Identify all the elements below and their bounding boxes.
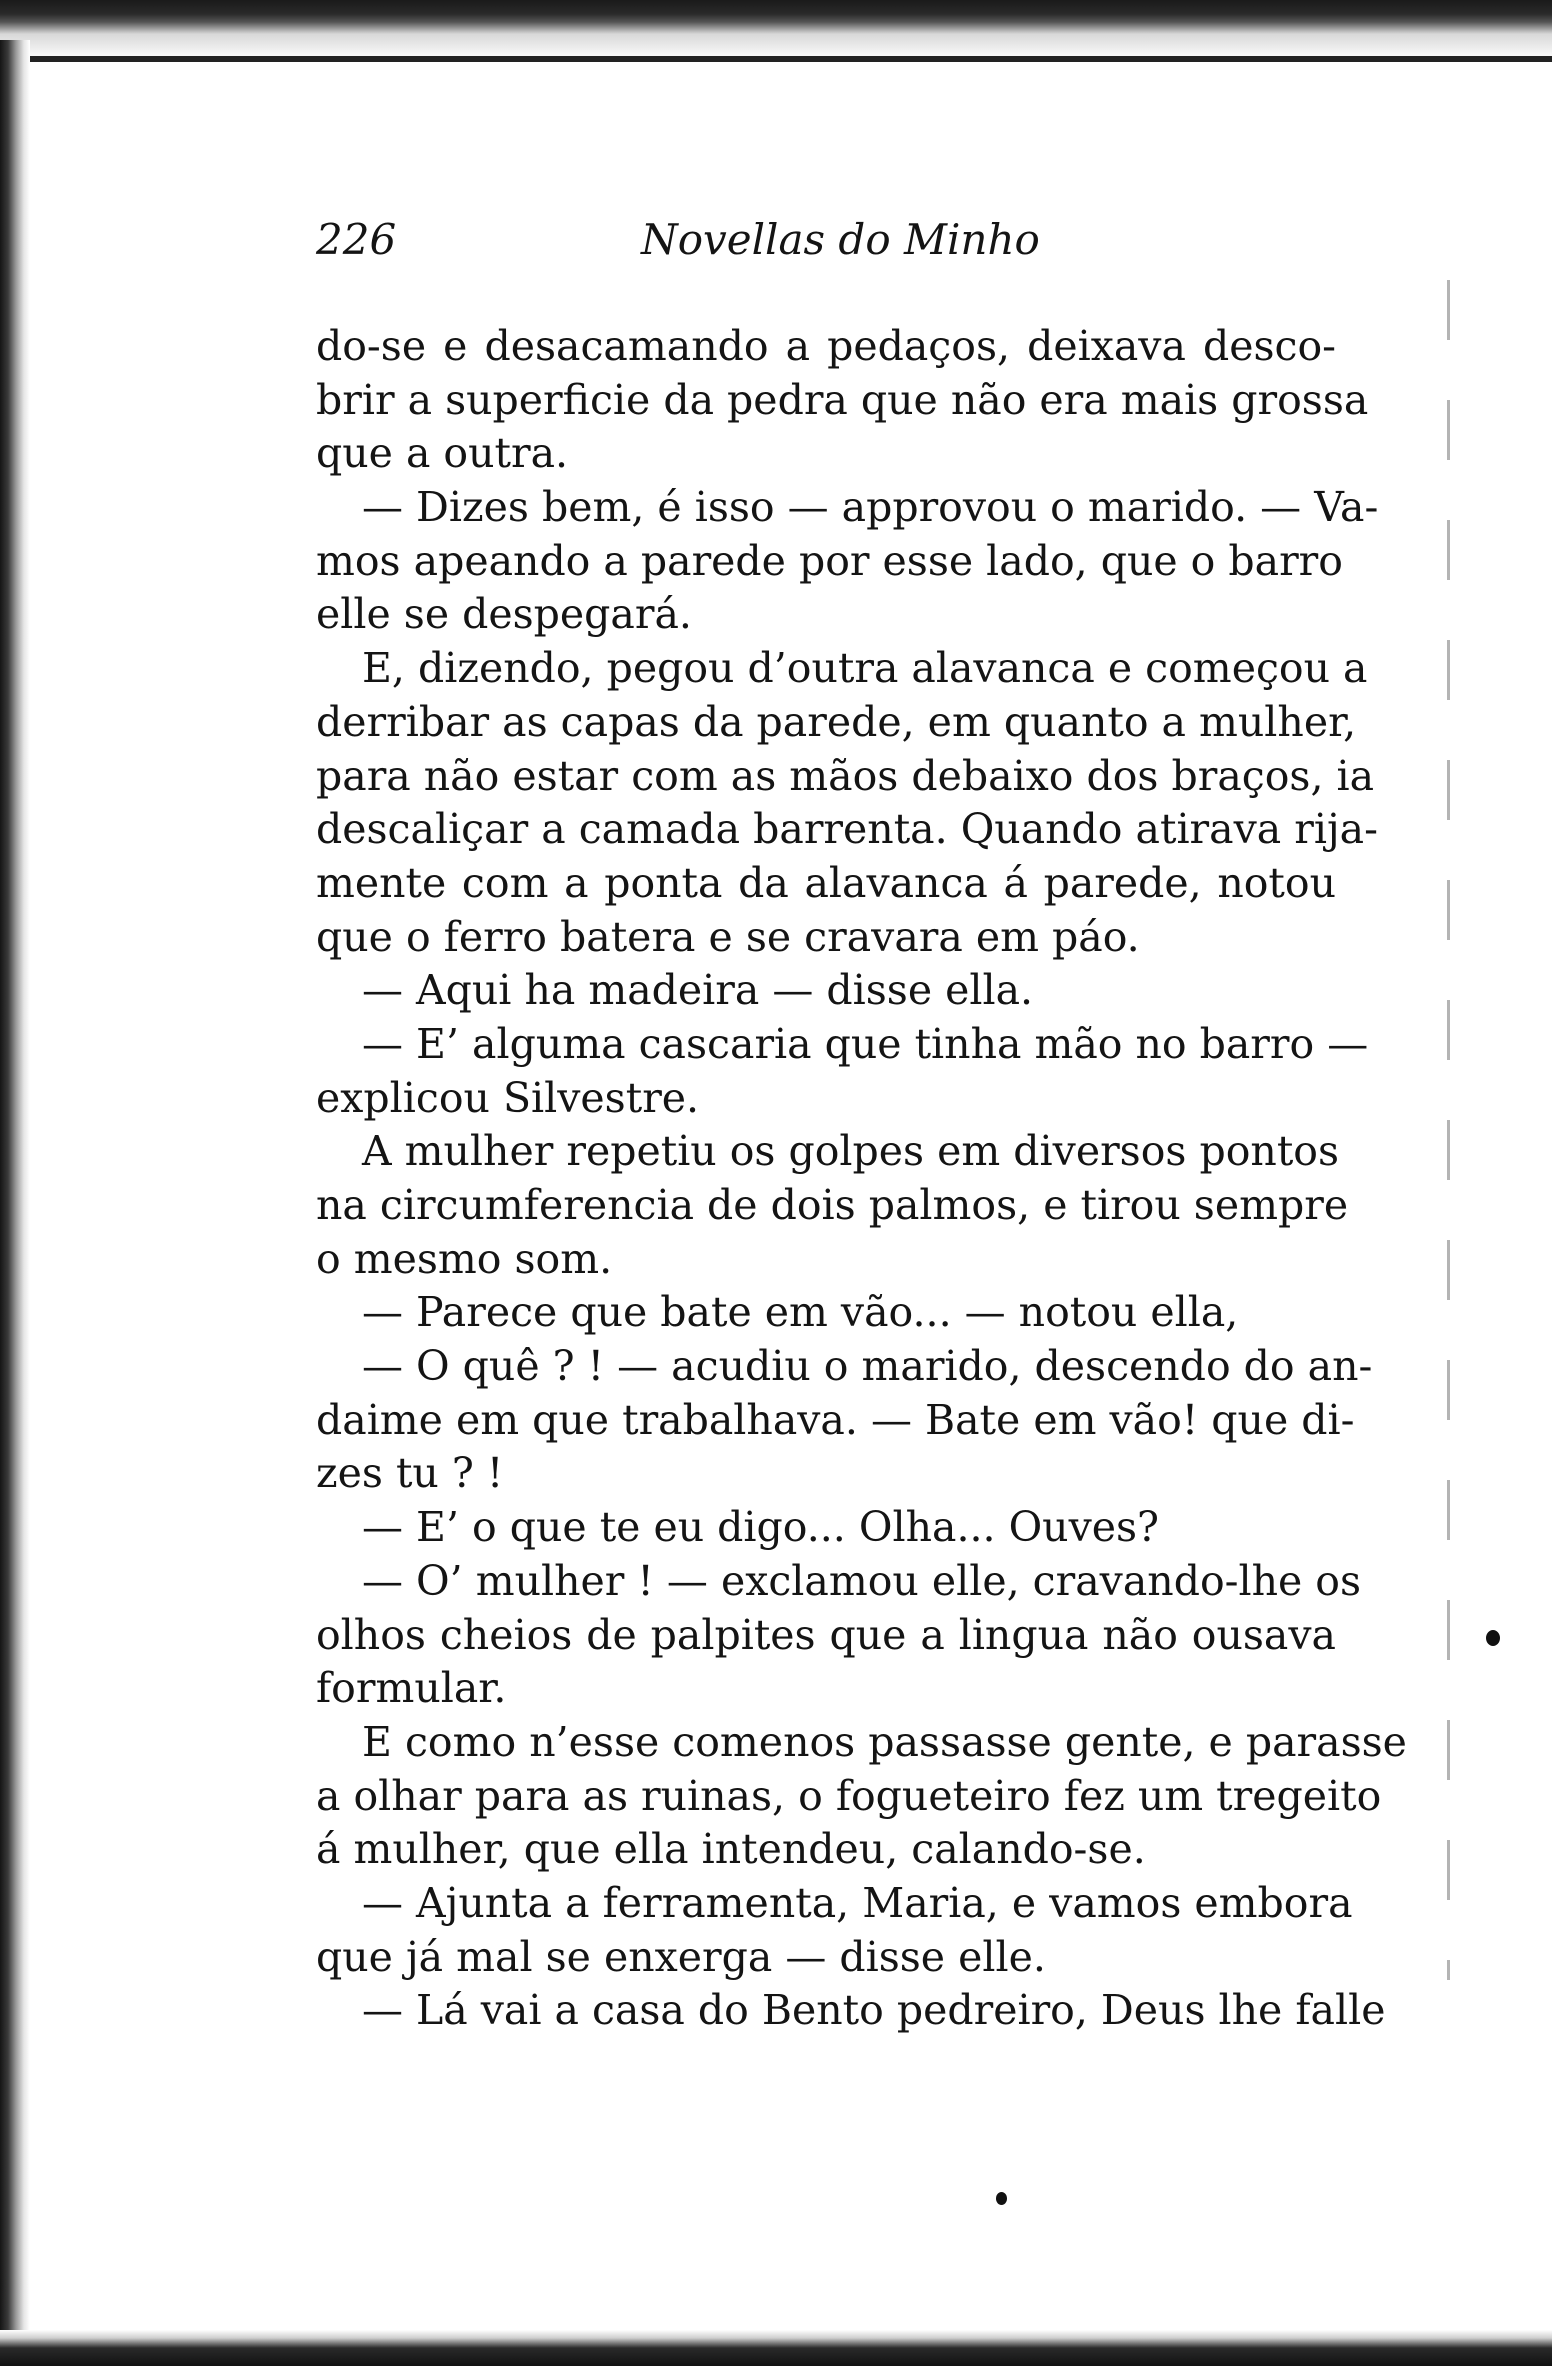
text-line: elle se despegará. — [316, 590, 692, 639]
text-line: o mesmo som. — [316, 1234, 613, 1283]
text-line: brir a superficie da pedra que não era mais grossa — [316, 375, 1369, 424]
text-line: que a outra. — [316, 429, 569, 478]
text-line: — O’ mulher ! — exclamou elle, cravando-lhe os — [362, 1556, 1362, 1605]
text-line: na circumferencia de dois palmos, e tirou sempre — [316, 1181, 1349, 1229]
text-line: formular. — [316, 1664, 507, 1713]
text-line: daime em que trabalhava. — Bate em vão! que di- — [316, 1395, 1355, 1444]
scan-edge-top-line — [0, 56, 1552, 62]
body-text — [316, 320, 1407, 2038]
running-title: Novellas do Minho — [641, 215, 1040, 264]
text-line: — Parece que bate em vão... — notou ella, — [362, 1288, 1239, 1337]
text-line: que já mal se enxerga — disse elle. — [316, 1932, 1046, 1981]
text-line: — Ajunta a ferramenta, Maria, e vamos embora — [362, 1878, 1353, 1927]
text-line: a olhar para as ruinas, o fogueteiro fez um tregeito — [316, 1771, 1382, 1820]
page-number: 226 — [316, 215, 397, 264]
text-line: á mulher, que ella intendeu, calando-se. — [316, 1825, 1146, 1874]
text-line: E como n’esse comenos passasse gente, e parasse — [362, 1717, 1407, 1766]
text-line: — E’ o que te eu digo... Olha... Ouves? — [362, 1503, 1160, 1552]
text-line: para não estar com as mãos debaixo dos braços, ia — [316, 751, 1375, 800]
margin-rule — [1447, 280, 1450, 1980]
text-line: — O quê ? ! — acudiu o marido, descendo do an- — [362, 1342, 1373, 1391]
text-line: E, dizendo, pegou d’outra alavanca e começou a — [362, 644, 1368, 693]
running-head — [316, 215, 1336, 275]
text-line: que o ferro batera e se cravara em páo. — [316, 912, 1140, 961]
text-line: — Lá vai a casa do Bento pedreiro, Deus lhe falle — [362, 1986, 1386, 2035]
text-line: descaliçar a camada barrenta. Quando atirava rija- — [316, 805, 1378, 854]
text-line: A mulher repetiu os golpes em diversos pontos — [362, 1127, 1340, 1176]
text-line: derribar as capas da parede, em quanto a mulher, — [316, 697, 1357, 746]
text-line: — E’ alguma cascaria que tinha mão no barro — — [362, 1019, 1369, 1068]
text-line: zes tu ? ! — [316, 1449, 504, 1498]
ink-speck — [1486, 1630, 1500, 1646]
scan-edge-left — [0, 40, 30, 2330]
text-line: mente com a ponta da alavanca á parede, notou — [316, 858, 1336, 907]
scan-edge-bottom — [0, 2330, 1552, 2366]
text-line: mos apeando a parede por esse lado, que o barro — [316, 536, 1343, 585]
text-line: do-se e desacamando a pedaços, deixava desco- — [316, 322, 1336, 370]
text-line: explicou Silvestre. — [316, 1073, 700, 1122]
text-line: — Aqui ha madeira — disse ella. — [362, 966, 1034, 1015]
ink-speck — [996, 2192, 1007, 2205]
text-line: — Dizes bem, é isso — approvou o marido. — Va- — [362, 483, 1379, 532]
text-line: olhos cheios de palpites que a lingua não ousava — [316, 1610, 1336, 1659]
